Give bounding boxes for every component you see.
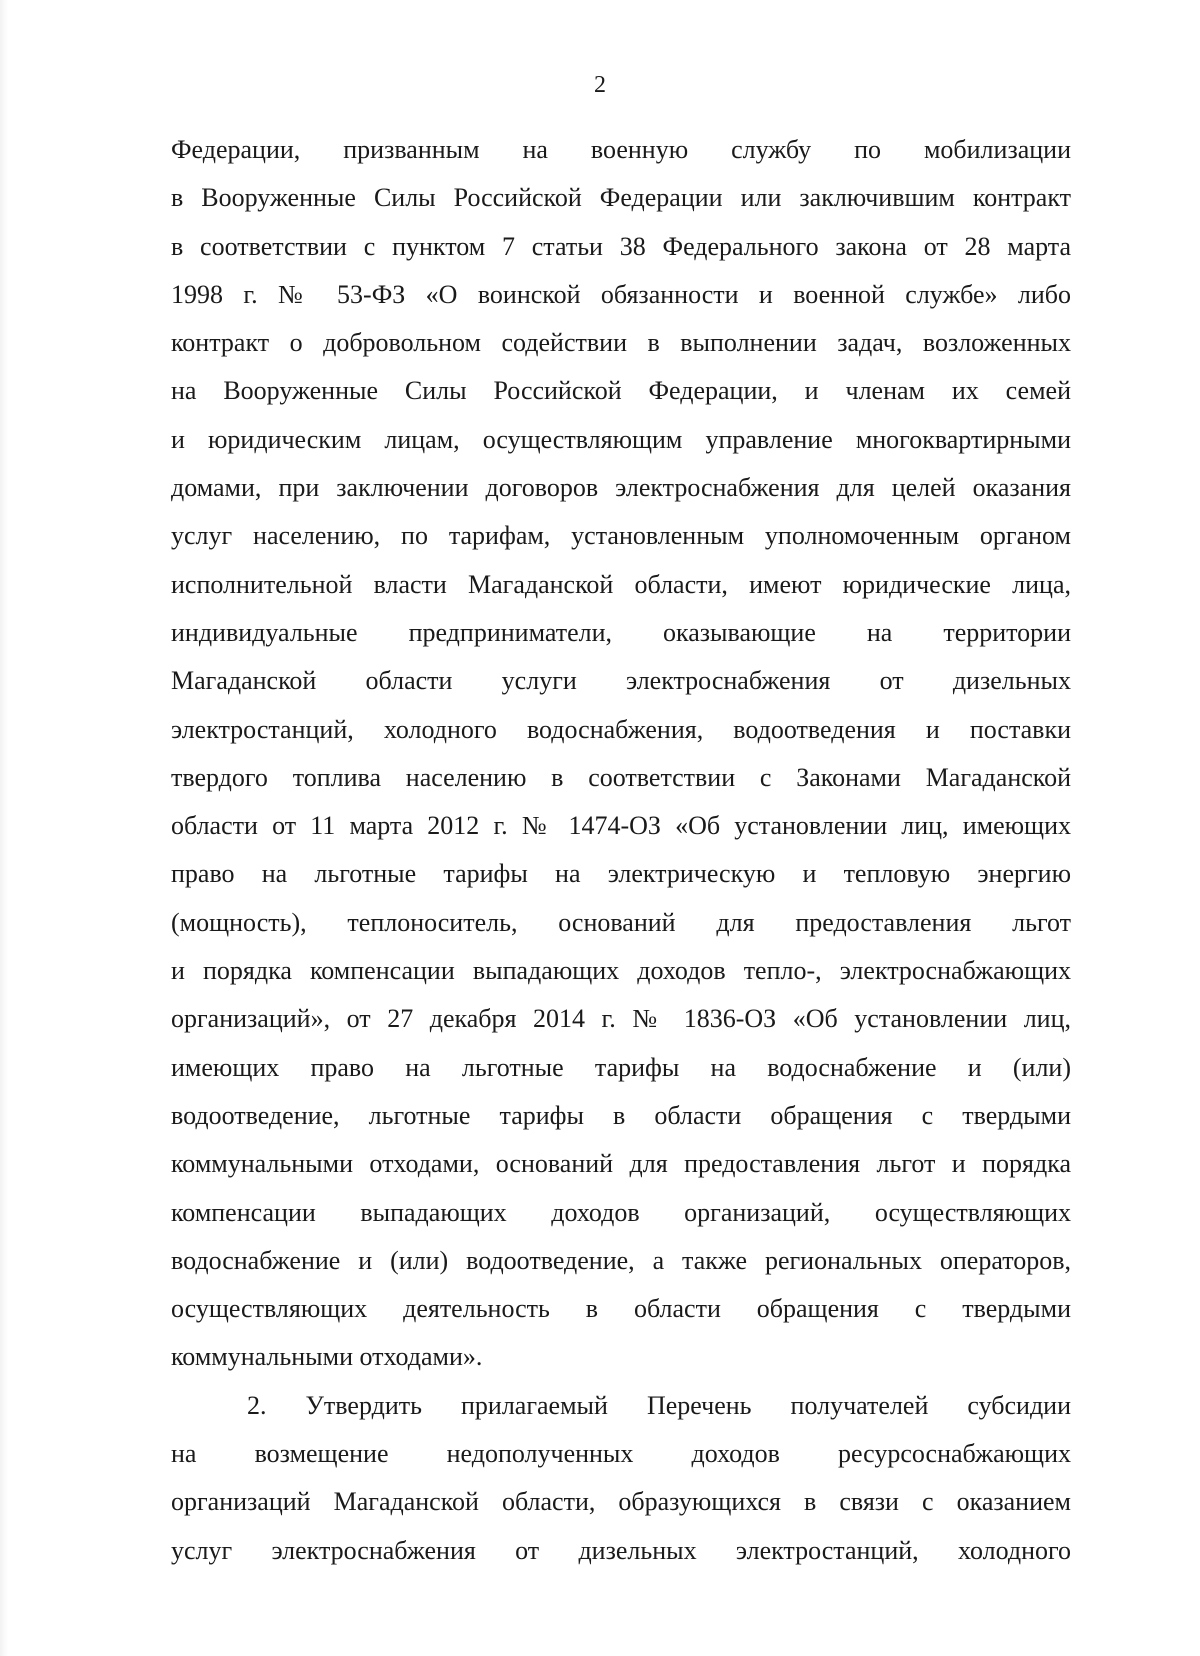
document-body xyxy=(171,126,1071,1575)
text-line: услуг электроснабжения от дизельных электростанций, холодного xyxy=(171,1535,1071,1565)
text-line: осуществляющих деятельность в области обращения с твердыми xyxy=(171,1294,1071,1324)
paragraph-end-line: коммунальными отходами». xyxy=(171,1342,483,1372)
text-line: домами, при заключении договоров электроснабжения для целей оказания xyxy=(171,473,1071,503)
text-line: твердого топлива населению в соответствии с Законами Магаданской xyxy=(171,762,1071,792)
text-line: и юридическим лицам, осуществляющим управление многоквартирными xyxy=(171,424,1071,454)
text-line: организаций», от 27 декабря 2014 г. № 1836-ОЗ «Об установлении лиц, xyxy=(171,1004,1071,1034)
text-line: организаций Магаданской области, образующихся в связи с оказанием xyxy=(171,1487,1071,1517)
text-line: право на льготные тарифы на электрическую и тепловую энергию xyxy=(171,859,1071,889)
text-line: в соответствии с пунктом 7 статьи 38 Федерального закона от 28 марта xyxy=(171,231,1071,261)
text-line: (мощность), теплоноситель, оснований для предоставления льгот xyxy=(171,907,1071,937)
text-line: 1998 г. № 53-ФЗ «О воинской обязанности и военной службе» либо xyxy=(171,279,1071,309)
text-line: водоснабжение и (или) водоотведение, а также региональных операторов, xyxy=(171,1245,1071,1275)
text-line: исполнительной власти Магаданской области, имеют юридические лица, xyxy=(171,569,1071,599)
page-number: 2 xyxy=(594,72,606,98)
text-line: контракт о добровольном содействии в выполнении задач, возложенных xyxy=(171,328,1071,358)
text-line: в Вооруженные Силы Российской Федерации или заключившим контракт xyxy=(171,183,1071,213)
text-line: Магаданской области услуги электроснабжения от дизельных xyxy=(171,666,1071,696)
text-line: области от 11 марта 2012 г. № 1474-ОЗ «Об установлении лиц, имеющих xyxy=(171,811,1071,841)
text-line: на возмещение недополученных доходов ресурсоснабжающих xyxy=(171,1439,1071,1469)
text-line: Федерации, призванным на военную службу по мобилизации xyxy=(171,135,1071,164)
text-line: электростанций, холодного водоснабжения, водоотведения и поставки xyxy=(171,714,1071,744)
text-line: на Вооруженные Силы Российской Федерации, и членам их семей xyxy=(171,376,1071,406)
text-line: коммунальными отходами, оснований для предоставления льгот и порядка xyxy=(171,1149,1071,1179)
text-line: индивидуальные предприниматели, оказывающие на территории xyxy=(171,617,1071,647)
text-line: компенсации выпадающих доходов организаций, осуществляющих xyxy=(171,1197,1071,1227)
text-line: имеющих право на льготные тарифы на водоснабжение и (или) xyxy=(171,1052,1071,1082)
text-line: водоотведение, льготные тарифы в области обращения с твердыми xyxy=(171,1100,1071,1130)
text-line: и порядка компенсации выпадающих доходов тепло-, электроснабжающих xyxy=(171,956,1071,986)
text-line: услуг населению, по тарифам, установленным уполномоченным органом xyxy=(171,521,1071,551)
scan-edge-shadow xyxy=(0,0,8,1656)
paragraph-2-first-line: 2. Утвердить прилагаемый Перечень получателей субсидии xyxy=(247,1390,1071,1420)
